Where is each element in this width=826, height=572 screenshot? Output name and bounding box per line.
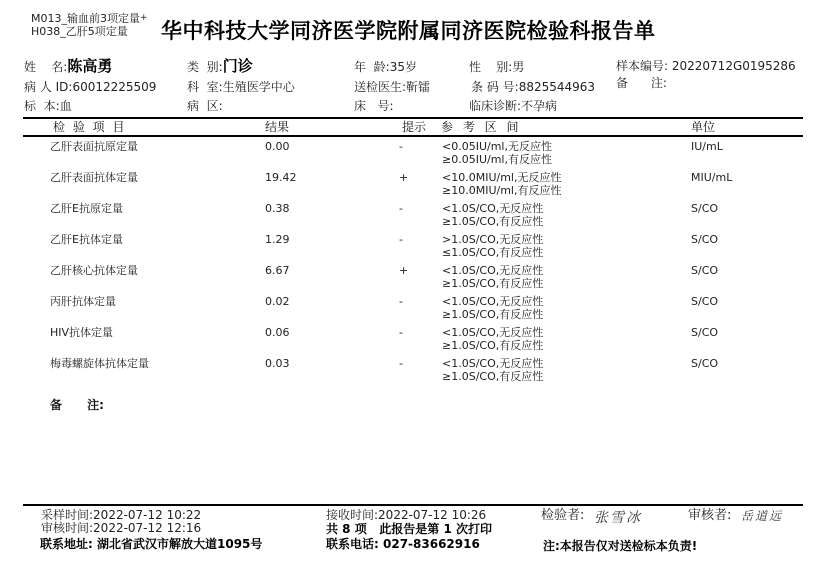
print-info-field — [326, 522, 492, 536]
row-ref-line1: >1.0S/CO,无反应性 — [442, 233, 544, 246]
patient-id-field — [24, 79, 156, 95]
reviewer-field — [688, 509, 731, 522]
total-items: 共 8 项 — [326, 522, 367, 536]
row-result: 0.38 — [265, 202, 290, 215]
test-codes — [31, 12, 148, 38]
visit-type-field — [187, 58, 253, 75]
patient-id-label: 病 人 ID: — [24, 80, 73, 94]
diagnosis-field — [469, 98, 557, 114]
bed-label: 床 号: — [354, 99, 394, 113]
reviewer-label: 审核者: — [688, 508, 732, 523]
row-ref-line1: <0.05IU/ml,无反应性 — [442, 140, 552, 153]
review-time-label: 审核时间: — [41, 521, 94, 535]
doctor-label: 送检医生: — [354, 80, 407, 94]
tester-field — [541, 509, 584, 522]
row-item: 丙肝抗体定量 — [50, 295, 116, 308]
sex-value: 男 — [512, 60, 525, 74]
barcode-label: 条 码 号: — [471, 80, 519, 94]
row-ref-line2: ≥1.0S/CO,有反应性 — [442, 339, 544, 352]
row-ref-line1: <10.0MIU/ml,无反应性 — [442, 171, 562, 184]
row-unit: S/CO — [691, 326, 719, 339]
row-result: 0.00 — [265, 140, 290, 153]
row-result: 0.02 — [265, 295, 290, 308]
row-unit: MIU/mL — [691, 171, 733, 184]
sample-no-value: 20220712G0195286 — [671, 59, 796, 73]
print-count: 此报告是第 1 次打印 — [379, 522, 492, 536]
row-ref-line2: ≥0.05IU/ml,有反应性 — [442, 153, 552, 166]
row-unit: IU/mL — [691, 140, 723, 153]
barcode-field — [471, 79, 595, 95]
age-field — [354, 59, 417, 75]
tester-label: 检验者: — [541, 508, 585, 523]
row-result: 0.06 — [265, 326, 290, 339]
sample-time-label: 采样时间: — [41, 508, 94, 522]
receive-time-field — [326, 509, 486, 522]
receive-time-label: 接收时间: — [326, 508, 379, 522]
row-flag: + — [399, 171, 409, 184]
row-unit: S/CO — [691, 202, 719, 215]
column-header-result: 结果 — [265, 120, 290, 134]
row-result: 1.29 — [265, 233, 290, 246]
test-code-1: M013_输血前3项定量+ — [31, 12, 148, 25]
row-item: 梅毒螺旋体抗体定量 — [50, 357, 149, 370]
row-unit: S/CO — [691, 264, 719, 277]
visit-type-label: 类 别: — [187, 60, 223, 74]
row-result: 0.03 — [265, 357, 290, 370]
row-item: 乙肝E抗体定量 — [50, 233, 123, 246]
doctor-value: 靳镭 — [406, 80, 431, 94]
column-header-ref: 参 考 区 间 — [441, 120, 522, 134]
ward-label: 病 区: — [187, 99, 223, 113]
sample-no-field — [616, 58, 796, 74]
row-ref-line2: ≤1.0S/CO,有反应性 — [442, 246, 544, 259]
sample-time-value: 2022-07-12 10:22 — [93, 508, 202, 522]
row-item: 乙肝表面抗原定量 — [50, 140, 138, 153]
address-field — [40, 537, 262, 551]
diagnosis-value: 不孕病 — [521, 99, 558, 113]
row-result: 19.42 — [265, 171, 297, 184]
diagnosis-label: 临床诊断: — [469, 99, 522, 113]
row-ref-line2: ≥10.0MIU/ml,有反应性 — [442, 184, 562, 197]
row-result: 6.67 — [265, 264, 290, 277]
sex-label: 性 别: — [469, 60, 513, 74]
department-label: 科 室: — [187, 80, 223, 94]
address-value: 湖北省武汉市解放大道1095号 — [97, 537, 263, 551]
remarks-label: 备 注: — [50, 398, 104, 412]
row-ref-line1: <1.0S/CO,无反应性 — [442, 357, 544, 370]
column-header-flag: 提示 — [402, 120, 427, 134]
row-flag: - — [399, 233, 403, 246]
report-title: 华中科技大学同济医学院附属同济医院检验科报告单 — [161, 19, 656, 43]
row-ref-line2: ≥1.0S/CO,有反应性 — [442, 308, 544, 321]
patient-name-field — [24, 58, 112, 75]
row-flag: + — [399, 264, 409, 277]
disclaimer: 注:本报告仅对送检标本负责! — [543, 539, 698, 553]
row-ref-line2: ≥1.0S/CO,有反应性 — [442, 370, 544, 383]
visit-type: 门诊 — [222, 57, 253, 75]
column-header-unit: 单位 — [691, 120, 716, 134]
bed-field — [354, 98, 394, 114]
tester-signature: 张雪冰 — [594, 510, 642, 526]
row-flag: - — [399, 357, 403, 370]
row-ref-line1: <1.0S/CO,无反应性 — [442, 326, 544, 339]
age-value: 35岁 — [389, 60, 417, 74]
row-flag: - — [399, 140, 403, 153]
row-flag: - — [399, 202, 403, 215]
phone-label: 联系电话: — [326, 537, 379, 551]
reviewer-signature: 岳道远 — [741, 509, 784, 523]
header-bottom-divider — [23, 135, 803, 137]
row-ref-line1: <1.0S/CO,无反应性 — [442, 295, 544, 308]
review-time-value: 2022-07-12 12:16 — [93, 521, 202, 535]
department-field — [187, 79, 295, 95]
row-item: HIV抗体定量 — [50, 326, 114, 339]
footer-divider — [23, 504, 803, 506]
phone-field — [326, 537, 480, 551]
row-item: 乙肝表面抗体定量 — [50, 171, 138, 184]
barcode-value: 8825544963 — [518, 80, 596, 94]
department-value: 生殖医学中心 — [222, 80, 295, 94]
row-unit: S/CO — [691, 295, 719, 308]
doctor-field — [354, 79, 430, 95]
sex-field — [469, 59, 524, 75]
row-ref-line1: <1.0S/CO,无反应性 — [442, 202, 544, 215]
age-label: 年 龄: — [354, 60, 390, 74]
sample-no-label: 样本编号: — [616, 59, 669, 73]
row-item: 乙肝核心抗体定量 — [50, 264, 138, 277]
patient-id-value: 60012225509 — [72, 80, 157, 94]
row-ref-line1: <1.0S/CO,无反应性 — [442, 264, 544, 277]
patient-name: 陈高勇 — [67, 57, 113, 75]
row-flag: - — [399, 295, 403, 308]
address-label: 联系地址: — [40, 537, 93, 551]
row-flag: - — [399, 326, 403, 339]
receive-time-value: 2022-07-12 10:26 — [378, 508, 487, 522]
row-ref-line2: ≥1.0S/CO,有反应性 — [442, 277, 544, 290]
row-unit: S/CO — [691, 233, 719, 246]
column-header-item: 检 验 项 目 — [53, 120, 127, 134]
specimen-label: 标 本: — [24, 99, 60, 113]
row-item: 乙肝E抗原定量 — [50, 202, 123, 215]
phone-value: 027-83662916 — [383, 537, 480, 551]
ward-field — [187, 98, 223, 114]
review-time-field — [41, 522, 201, 535]
row-unit: S/CO — [691, 357, 719, 370]
note-field — [616, 75, 667, 91]
specimen-value: 血 — [59, 99, 72, 113]
row-ref-line2: ≥1.0S/CO,有反应性 — [442, 215, 544, 228]
patient-name-label: 姓 名: — [24, 60, 68, 74]
specimen-field — [24, 98, 72, 114]
test-code-2: H038_乙肝5项定量 — [31, 25, 128, 38]
note-label: 备 注: — [616, 76, 667, 90]
